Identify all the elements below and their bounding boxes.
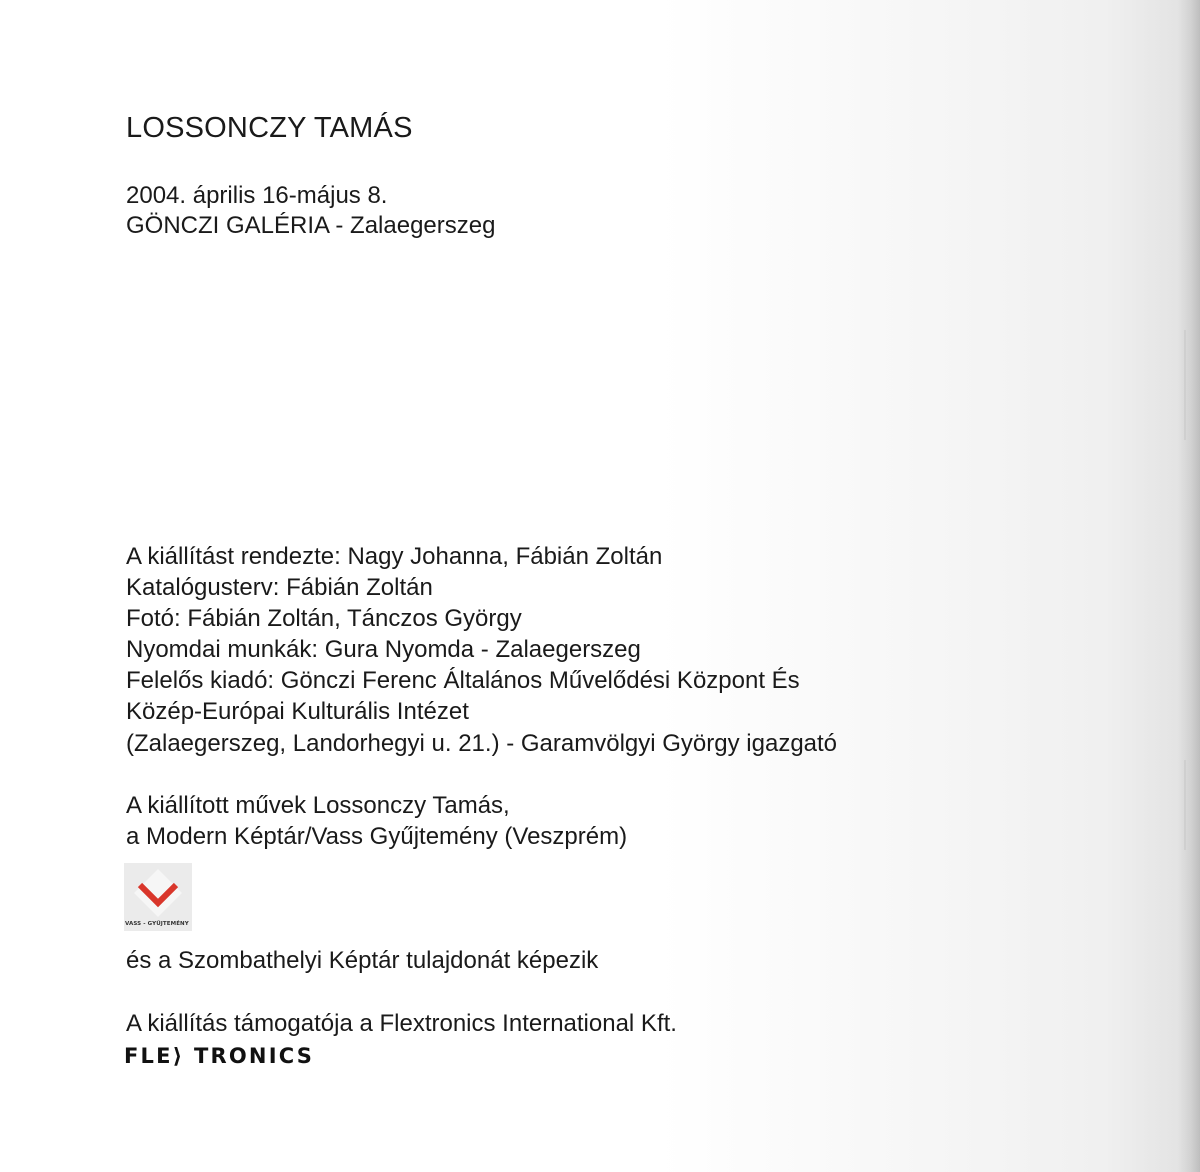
credit-line: A kiállítást rendezte: Nagy Johanna, Fábián Zoltán (126, 543, 663, 570)
credit-line: Nyomdai munkák: Gura Nyomda - Zalaegerszeg (126, 636, 641, 663)
vass-collection-logo (124, 863, 192, 931)
flextronics-logo: FLE⟩ TRONICS (124, 1044, 315, 1068)
book-spine-shadow (1178, 0, 1200, 1172)
credit-line: Közép-Európai Kulturális Intézet (126, 698, 469, 725)
exhibition-venue: GÖNCZI GALÉRIA - Zalaegerszeg (126, 212, 496, 239)
ownership-line: A kiállított művek Lossonczy Tamás, (126, 792, 510, 819)
vass-logo-text: VASS - GYŰJTEMÉNY (125, 921, 189, 927)
ownership-line: és a Szombathelyi Képtár tulajdonát képezik (126, 947, 599, 974)
sponsor-line: A kiállítás támogatója a Flextronics International Kft. (126, 1010, 677, 1037)
spine-crease (1184, 760, 1186, 850)
credit-line: Felelős kiadó: Gönczi Ferenc Általános Művelődési Központ És (126, 667, 800, 694)
page-title: LOSSONCZY TAMÁS (126, 112, 413, 144)
spine-crease (1184, 330, 1186, 440)
ownership-line: a Modern Képtár/Vass Gyűjtemény (Veszprém) (126, 823, 628, 850)
credit-line: Katalógusterv: Fábián Zoltán (126, 574, 433, 601)
exhibition-dates: 2004. április 16-május 8. (126, 182, 388, 209)
credit-line: (Zalaegerszeg, Landorhegyi u. 21.) - Garamvölgyi György igazgató (126, 730, 838, 757)
credit-line: Fotó: Fábián Zoltán, Tánczos György (126, 605, 522, 632)
